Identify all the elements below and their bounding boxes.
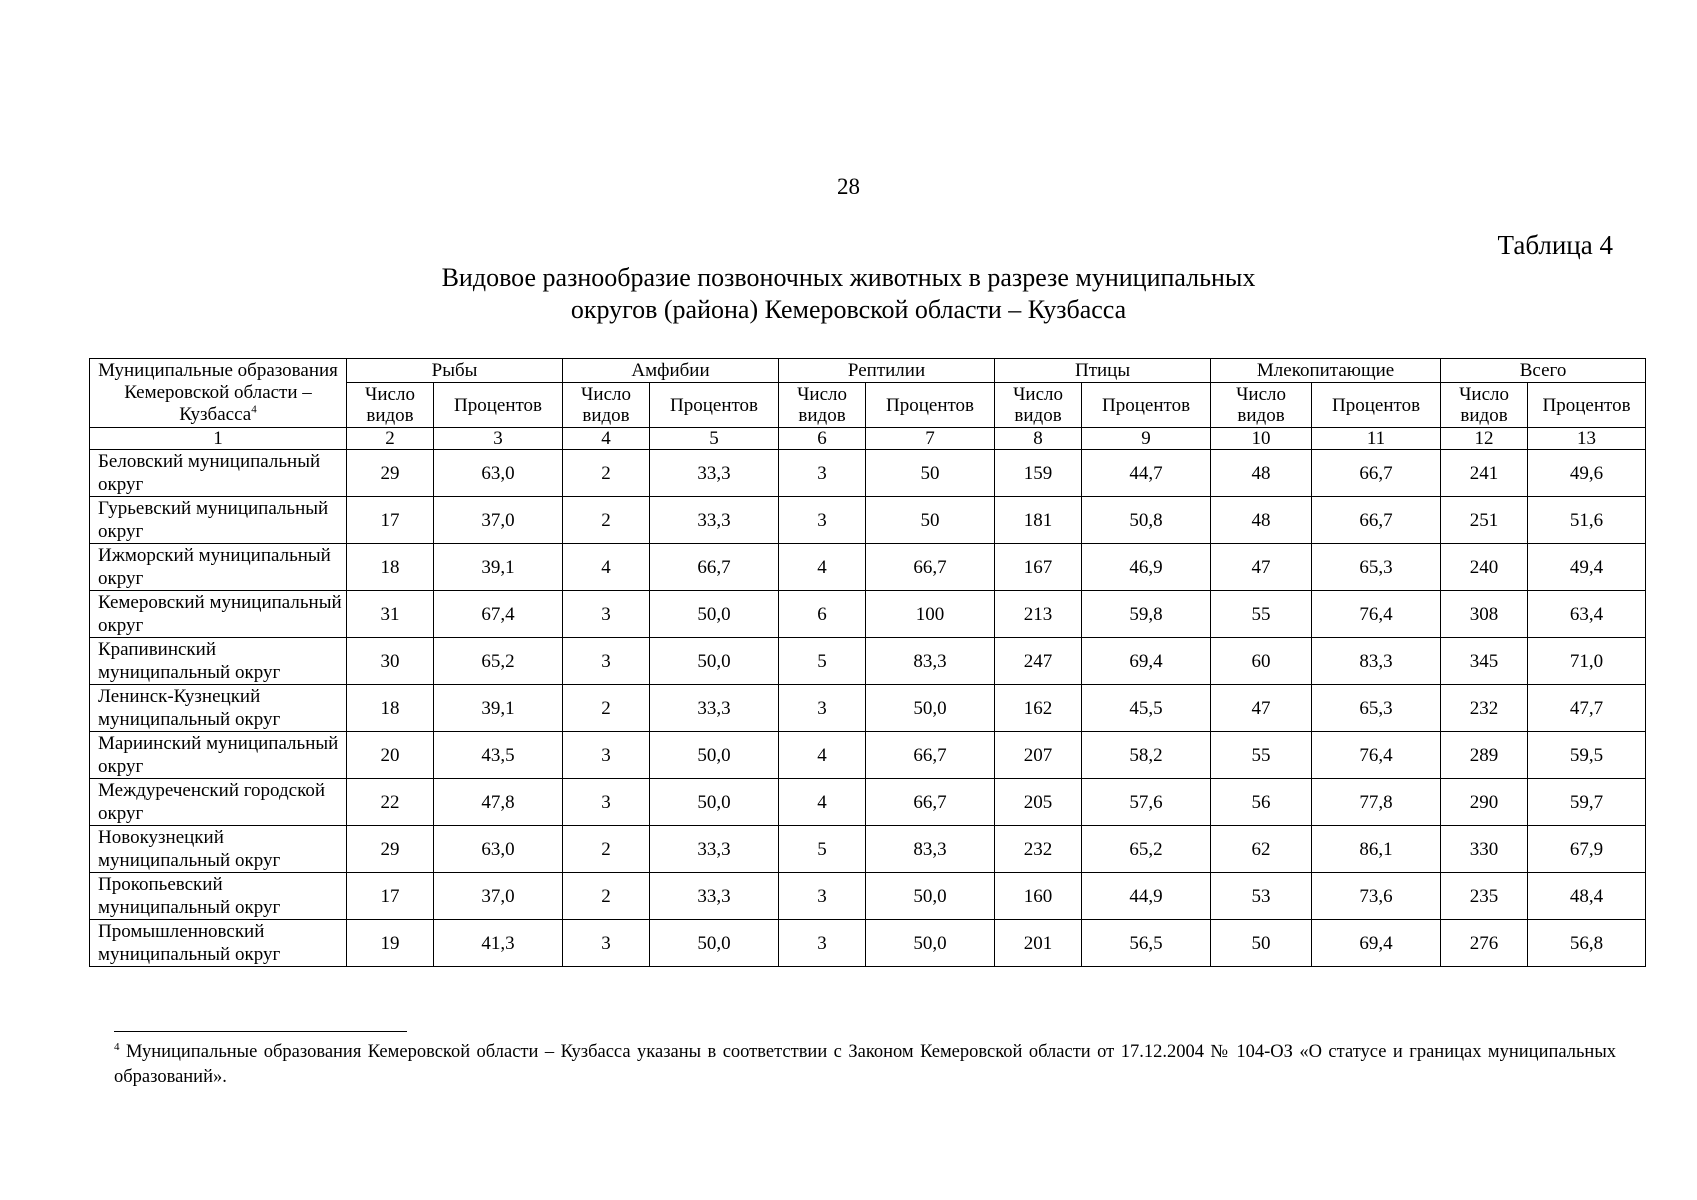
percent-cell: 73,6 <box>1312 873 1441 920</box>
header-percent: Процентов <box>434 383 563 428</box>
percent-cell: 71,0 <box>1528 638 1646 685</box>
species-count-cell: 4 <box>779 779 866 826</box>
species-count-cell: 31 <box>347 591 434 638</box>
table-title-line: Видовое разнообразие позвоночных животных в разрезе муниципальных <box>441 263 1256 292</box>
percent-cell: 66,7 <box>650 544 779 591</box>
species-count-cell: 235 <box>1441 873 1528 920</box>
percent-cell: 50,0 <box>650 591 779 638</box>
percent-cell: 57,6 <box>1082 779 1211 826</box>
table-row <box>90 497 1646 544</box>
species-count-cell: 2 <box>563 497 650 544</box>
table-row <box>90 450 1646 497</box>
percent-cell: 50,0 <box>866 920 995 967</box>
percent-cell: 56,8 <box>1528 920 1646 967</box>
species-count-cell: 4 <box>779 732 866 779</box>
header-group-total: Всего <box>1441 359 1646 383</box>
percent-cell: 46,9 <box>1082 544 1211 591</box>
table-title-line: округов (района) Кемеровской области – Кузбасса <box>570 295 1127 324</box>
species-count-cell: 160 <box>995 873 1082 920</box>
percent-cell: 66,7 <box>866 779 995 826</box>
table-body <box>90 428 1646 967</box>
species-count-cell: 247 <box>995 638 1082 685</box>
percent-cell: 51,6 <box>1528 497 1646 544</box>
header-percent: Процентов <box>650 383 779 428</box>
species-count-cell: 29 <box>347 450 434 497</box>
municipality-name: Кемеровский муниципальный округ <box>90 591 347 638</box>
percent-cell: 33,3 <box>650 873 779 920</box>
species-count-cell: 3 <box>563 591 650 638</box>
percent-cell: 65,2 <box>434 638 563 685</box>
percent-cell: 63,0 <box>434 826 563 873</box>
municipality-name: Новокузнецкий муниципальный округ <box>90 826 347 873</box>
header-percent: Процентов <box>1528 383 1646 428</box>
percent-cell: 33,3 <box>650 450 779 497</box>
species-count-cell: 30 <box>347 638 434 685</box>
header-percent: Процентов <box>1312 383 1441 428</box>
percent-cell: 66,7 <box>1312 450 1441 497</box>
species-count-cell: 240 <box>1441 544 1528 591</box>
header-group-birds: Птицы <box>995 359 1211 383</box>
percent-cell: 39,1 <box>434 544 563 591</box>
percent-cell: 49,6 <box>1528 450 1646 497</box>
percent-cell: 50,0 <box>650 638 779 685</box>
column-number-row <box>90 428 1646 450</box>
species-count-cell: 159 <box>995 450 1082 497</box>
species-count-cell: 3 <box>779 920 866 967</box>
table-title <box>0 262 1697 326</box>
municipality-name: Беловский муниципальный округ <box>90 450 347 497</box>
percent-cell: 50,0 <box>866 873 995 920</box>
table-row <box>90 685 1646 732</box>
species-count-cell: 289 <box>1441 732 1528 779</box>
species-count-cell: 2 <box>563 826 650 873</box>
municipality-name: Ижморский муниципальный округ <box>90 544 347 591</box>
species-count-cell: 213 <box>995 591 1082 638</box>
table-row <box>90 591 1646 638</box>
column-number: 11 <box>1312 428 1441 450</box>
table-row <box>90 638 1646 685</box>
column-number: 12 <box>1441 428 1528 450</box>
column-number: 4 <box>563 428 650 450</box>
table-row <box>90 873 1646 920</box>
column-number: 1 <box>90 428 347 450</box>
percent-cell: 69,4 <box>1312 920 1441 967</box>
header-percent: Процентов <box>1082 383 1211 428</box>
species-count-cell: 345 <box>1441 638 1528 685</box>
species-count-cell: 290 <box>1441 779 1528 826</box>
percent-cell: 50 <box>866 450 995 497</box>
percent-cell: 66,7 <box>866 732 995 779</box>
species-count-cell: 3 <box>779 685 866 732</box>
footnote-text: Муниципальные образования Кемеровской области – Кузбасса указаны в соответствии с Законом Кемеровской области от 17.12.2004 № 104-ОЗ «О статусе и границах муниципальных образований». <box>114 1042 1617 1087</box>
species-count-cell: 2 <box>563 873 650 920</box>
species-count-cell: 3 <box>779 450 866 497</box>
percent-cell: 33,3 <box>650 685 779 732</box>
percent-cell: 63,0 <box>434 450 563 497</box>
table-row <box>90 779 1646 826</box>
species-count-cell: 162 <box>995 685 1082 732</box>
percent-cell: 59,5 <box>1528 732 1646 779</box>
percent-cell: 43,5 <box>434 732 563 779</box>
species-count-cell: 47 <box>1211 544 1312 591</box>
percent-cell: 56,5 <box>1082 920 1211 967</box>
percent-cell: 83,3 <box>866 638 995 685</box>
percent-cell: 39,1 <box>434 685 563 732</box>
species-count-cell: 4 <box>779 544 866 591</box>
percent-cell: 100 <box>866 591 995 638</box>
percent-cell: 59,8 <box>1082 591 1211 638</box>
percent-cell: 66,7 <box>866 544 995 591</box>
species-count-cell: 53 <box>1211 873 1312 920</box>
header-species-count: Число видов <box>995 383 1082 428</box>
species-count-cell: 18 <box>347 685 434 732</box>
column-number: 2 <box>347 428 434 450</box>
percent-cell: 33,3 <box>650 826 779 873</box>
species-count-cell: 3 <box>779 497 866 544</box>
species-count-cell: 3 <box>779 873 866 920</box>
percent-cell: 65,3 <box>1312 544 1441 591</box>
footnote <box>114 1040 1616 1090</box>
percent-cell: 50 <box>866 497 995 544</box>
species-count-cell: 6 <box>779 591 866 638</box>
species-count-cell: 19 <box>347 920 434 967</box>
percent-cell: 33,3 <box>650 497 779 544</box>
header-species-count: Число видов <box>1441 383 1528 428</box>
species-count-cell: 20 <box>347 732 434 779</box>
percent-cell: 48,4 <box>1528 873 1646 920</box>
species-count-cell: 3 <box>563 920 650 967</box>
header-municipality-text: Муниципальные образования Кемеровской области – Кузбасса <box>98 360 338 425</box>
table-row <box>90 826 1646 873</box>
municipality-name: Прокопьевский муниципальный округ <box>90 873 347 920</box>
percent-cell: 50,8 <box>1082 497 1211 544</box>
percent-cell: 41,3 <box>434 920 563 967</box>
species-count-cell: 5 <box>779 826 866 873</box>
percent-cell: 50,0 <box>866 685 995 732</box>
species-count-cell: 330 <box>1441 826 1528 873</box>
species-count-cell: 308 <box>1441 591 1528 638</box>
table-group-header-row <box>90 359 1646 383</box>
table-label: Таблица 4 <box>1497 230 1613 260</box>
municipality-name: Крапивинский муниципальный округ <box>90 638 347 685</box>
percent-cell: 37,0 <box>434 497 563 544</box>
percent-cell: 44,9 <box>1082 873 1211 920</box>
header-group-amphibians: Амфибии <box>563 359 779 383</box>
species-count-cell: 48 <box>1211 497 1312 544</box>
percent-cell: 76,4 <box>1312 591 1441 638</box>
percent-cell: 45,5 <box>1082 685 1211 732</box>
species-count-cell: 29 <box>347 826 434 873</box>
species-count-cell: 22 <box>347 779 434 826</box>
species-count-cell: 56 <box>1211 779 1312 826</box>
species-count-cell: 3 <box>563 779 650 826</box>
species-count-cell: 167 <box>995 544 1082 591</box>
percent-cell: 47,8 <box>434 779 563 826</box>
percent-cell: 37,0 <box>434 873 563 920</box>
municipality-name: Гурьевский муниципальный округ <box>90 497 347 544</box>
column-number: 3 <box>434 428 563 450</box>
municipality-name: Междуреченский городской округ <box>90 779 347 826</box>
species-count-cell: 201 <box>995 920 1082 967</box>
species-count-cell: 241 <box>1441 450 1528 497</box>
municipality-name: Промышленновский муниципальный округ <box>90 920 347 967</box>
percent-cell: 49,4 <box>1528 544 1646 591</box>
species-count-cell: 205 <box>995 779 1082 826</box>
column-number: 8 <box>995 428 1082 450</box>
percent-cell: 67,4 <box>434 591 563 638</box>
species-count-cell: 17 <box>347 497 434 544</box>
species-count-cell: 18 <box>347 544 434 591</box>
percent-cell: 66,7 <box>1312 497 1441 544</box>
species-count-cell: 50 <box>1211 920 1312 967</box>
column-number: 6 <box>779 428 866 450</box>
percent-cell: 69,4 <box>1082 638 1211 685</box>
percent-cell: 83,3 <box>1312 638 1441 685</box>
table-row <box>90 544 1646 591</box>
column-number: 13 <box>1528 428 1646 450</box>
header-group-mammals: Млекопитающие <box>1211 359 1441 383</box>
footnote-ref: 4 <box>251 403 257 416</box>
species-count-cell: 5 <box>779 638 866 685</box>
column-number: 9 <box>1082 428 1211 450</box>
species-count-cell: 17 <box>347 873 434 920</box>
percent-cell: 65,2 <box>1082 826 1211 873</box>
species-count-cell: 48 <box>1211 450 1312 497</box>
species-diversity-table <box>89 358 1646 967</box>
header-species-count: Число видов <box>779 383 866 428</box>
percent-cell: 65,3 <box>1312 685 1441 732</box>
percent-cell: 47,7 <box>1528 685 1646 732</box>
percent-cell: 50,0 <box>650 920 779 967</box>
header-municipality <box>90 359 347 428</box>
percent-cell: 44,7 <box>1082 450 1211 497</box>
percent-cell: 63,4 <box>1528 591 1646 638</box>
species-count-cell: 2 <box>563 685 650 732</box>
column-number: 7 <box>866 428 995 450</box>
header-species-count: Число видов <box>347 383 434 428</box>
species-count-cell: 207 <box>995 732 1082 779</box>
species-count-cell: 4 <box>563 544 650 591</box>
species-count-cell: 55 <box>1211 591 1312 638</box>
percent-cell: 77,8 <box>1312 779 1441 826</box>
species-count-cell: 2 <box>563 450 650 497</box>
page-number: 28 <box>837 174 860 199</box>
table-row <box>90 732 1646 779</box>
footnote-marker: 4 <box>114 1040 120 1053</box>
species-count-cell: 55 <box>1211 732 1312 779</box>
table-row <box>90 920 1646 967</box>
header-percent: Процентов <box>866 383 995 428</box>
species-count-cell: 60 <box>1211 638 1312 685</box>
municipality-name: Ленинск-Кузнецкий муниципальный округ <box>90 685 347 732</box>
percent-cell: 67,9 <box>1528 826 1646 873</box>
column-number: 5 <box>650 428 779 450</box>
header-species-count: Число видов <box>563 383 650 428</box>
municipality-name: Мариинский муниципальный округ <box>90 732 347 779</box>
species-count-cell: 232 <box>995 826 1082 873</box>
species-count-cell: 3 <box>563 638 650 685</box>
percent-cell: 50,0 <box>650 779 779 826</box>
species-count-cell: 181 <box>995 497 1082 544</box>
header-group-reptiles: Рептилии <box>779 359 995 383</box>
percent-cell: 58,2 <box>1082 732 1211 779</box>
species-count-cell: 232 <box>1441 685 1528 732</box>
header-group-fish: Рыбы <box>347 359 563 383</box>
percent-cell: 86,1 <box>1312 826 1441 873</box>
percent-cell: 76,4 <box>1312 732 1441 779</box>
species-count-cell: 47 <box>1211 685 1312 732</box>
column-number: 10 <box>1211 428 1312 450</box>
species-count-cell: 3 <box>563 732 650 779</box>
header-species-count: Число видов <box>1211 383 1312 428</box>
species-count-cell: 276 <box>1441 920 1528 967</box>
percent-cell: 50,0 <box>650 732 779 779</box>
footnote-separator <box>114 1031 407 1032</box>
species-count-cell: 251 <box>1441 497 1528 544</box>
species-count-cell: 62 <box>1211 826 1312 873</box>
percent-cell: 59,7 <box>1528 779 1646 826</box>
percent-cell: 83,3 <box>866 826 995 873</box>
